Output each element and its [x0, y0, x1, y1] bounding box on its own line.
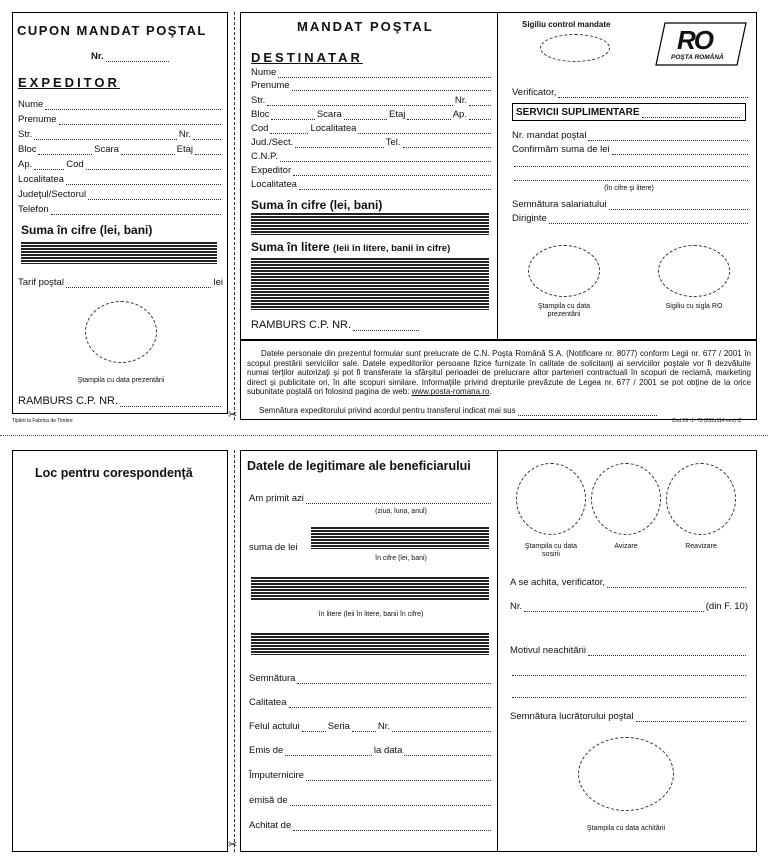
suma-lei-bars[interactable] [311, 527, 489, 549]
suma-litere-bars[interactable] [251, 577, 489, 601]
logo-letters: RO [677, 25, 712, 55]
correspondence-panel[interactable] [12, 450, 228, 852]
dest-str-field[interactable]: Str. Nr. [251, 95, 493, 106]
cifre-litere-note: (în cifre şi litere) [604, 185, 654, 192]
logo-text: POŞTA ROMÂNĂ [671, 54, 724, 61]
beneficiar-title: Datele de legitimare ale beneficiarului [247, 459, 471, 473]
litere-note: în litere (leii în litere, banii în cifre) [318, 611, 424, 618]
destinatar-heading: DESTINATAR [251, 50, 363, 65]
expeditor-nume-field[interactable]: Nume [18, 99, 223, 110]
ben-achitat-field[interactable]: Achitat de [249, 820, 493, 831]
mandat-ramburs-field[interactable]: RAMBURS C.P. NR. [251, 320, 421, 331]
achitarii-caption: Ştampila cu data achitării [586, 825, 666, 832]
reavizare-caption: Reavizare [685, 543, 717, 550]
motivul-line-2[interactable] [510, 667, 748, 676]
expeditor-ap-field[interactable]: Ap. Cod [18, 159, 223, 170]
semnatura-lucrator-field[interactable]: Semnătura lucrătorului poştal [510, 711, 748, 722]
coupon-stamp-circle [85, 301, 157, 363]
cifre-note: în cifre (lei, bani) [375, 555, 427, 562]
dest-prenume-field[interactable]: Prenume [251, 80, 493, 91]
control-stamp-caption: Ştampila cu data prezentării [537, 303, 591, 318]
mandat-suma-cifre-bars[interactable] [251, 213, 489, 235]
cut-line-top [234, 12, 235, 420]
correspondence-title: Loc pentru corespondenţă [35, 466, 193, 480]
coupon-suma-cifre-label: Suma în cifre (lei, bani) [21, 223, 153, 237]
dest-localitatea2-field[interactable]: Localitatea [251, 179, 493, 190]
am-primit-field[interactable]: Am primit azi [249, 493, 493, 504]
sigiliu-label: Sigiliu control mandate [522, 20, 611, 29]
expeditor-judetul-field[interactable]: Judeţul/Sectorul [18, 189, 223, 200]
servicii-suplimentare-box[interactable]: SERVICII SUPLIMENTARE [512, 103, 746, 121]
scissors-bottom-icon: ✂ [228, 839, 238, 851]
expeditor-str-field[interactable]: Str. Nr. [18, 129, 223, 140]
privacy-notice-text: Datele personale din prezentul formular sunt prelucrate de C.N. Poşta Română S.A. (Notificare nr. 8077) conform Legii nr. 677 / 2001 în scopul prestării serviciilor sale. Datele expeditorilor persoane fizice furnizate în calitate de solicitanţi ai serviciilor poştale vor fi dezvăluite numai terţilor autorizaţi şi pot fi transferate la sfârşitul perioadei de prelucrare altor parteneri contractuali în scopuri de reclamă, marketing direct şi publicitate ori, în alte scopuri similare. Informaţiile privind drepturile prevăzute de Legea nr. 677 / 2001 se pot obţine de la orice subunitate poştală ori folosind pagina de web: www.posta-romana.ro. [247, 349, 751, 397]
sosirii-stamp-circle [516, 463, 586, 535]
a-se-achita-field[interactable]: A se achita, verificator, [510, 577, 748, 588]
ben-semnatura-field[interactable]: Semnătura [249, 673, 493, 684]
sigiliu-circle [540, 34, 610, 62]
sosirii-caption: Ştampila cu data sosirii [524, 543, 578, 558]
ben-imputernicire-field[interactable]: Împuternicire [249, 770, 493, 781]
dest-nume-field[interactable]: Nume [251, 67, 493, 78]
avizare-stamp-circle [591, 463, 661, 535]
payment-panel [497, 450, 757, 852]
mandat-panel [240, 12, 498, 340]
dest-bloc-field[interactable]: Bloc Scara Etaj Ap. [251, 109, 493, 120]
coupon-title: CUPON MANDAT POŞTAL [17, 23, 207, 38]
posta-romana-link[interactable]: www.posta-romana.ro [411, 387, 490, 397]
confirmam-field[interactable]: Confirmăm suma de lei [512, 144, 750, 155]
beneficiar-panel [240, 450, 498, 852]
dest-cod-field[interactable]: Cod Localitatea [251, 123, 493, 134]
ben-emis-field[interactable]: Emis de la data [249, 745, 493, 756]
posta-romana-logo [655, 21, 747, 67]
mandat-title: MANDAT POŞTAL [297, 19, 434, 34]
verificator-field[interactable]: Verificator, [512, 87, 750, 98]
diriginte-field[interactable]: Diriginte [512, 213, 750, 224]
motivul-field[interactable]: Motivul neachitării [510, 645, 748, 656]
expeditor-heading: EXPEDITOR [18, 75, 120, 90]
suma-lei-label: suma de lei [249, 542, 298, 553]
mandat-suma-litere-label: Suma în litere (leii în litere, banii în cifre) [251, 240, 451, 254]
expeditor-bloc-field[interactable]: Bloc Scara Etaj [18, 144, 223, 155]
footer-right: Cod 29 -1- 75 (202x114 mm) t2 [672, 418, 742, 424]
nr-mandat-field[interactable]: Nr. mandat poştal [512, 130, 750, 141]
cut-line-bottom [234, 450, 235, 852]
expeditor-prenume-field[interactable]: Prenume [18, 114, 223, 125]
control-sigiliu-caption: Sigiliu cu sigla RO [665, 303, 723, 310]
coupon-tarif-field[interactable]: Tarif poştal lei [18, 277, 223, 288]
suma-litere-bars-2[interactable] [251, 633, 489, 655]
date-note: (ziua, luna, anul) [375, 508, 427, 515]
dest-expeditor-field[interactable]: Expeditor [251, 165, 493, 176]
mandat-suma-litere-bars[interactable] [251, 258, 489, 310]
footer-left: Tipărit la Fabrica de Timbre [12, 418, 73, 424]
dest-cnp-field[interactable]: C.N.P. [251, 151, 493, 162]
coupon-nr-field[interactable]: Nr. [91, 51, 171, 62]
coupon-suma-bars[interactable] [21, 242, 217, 264]
privacy-notice-panel [240, 340, 757, 420]
ben-calitatea-field[interactable]: Calitatea [249, 697, 493, 708]
confirmam-line-2[interactable] [512, 158, 750, 167]
fold-separator [0, 435, 768, 436]
control-panel [497, 12, 757, 340]
ben-felul-field[interactable]: Felul actului Seria Nr. [249, 721, 493, 732]
expeditor-signature-field[interactable]: Semnătura expeditorului privind acordul pentru transferul indicat mai sus [259, 405, 659, 416]
expeditor-telefon-field[interactable]: Telefon [18, 204, 223, 215]
coupon-panel [12, 12, 228, 414]
reavizare-stamp-circle [666, 463, 736, 535]
semnatura-salariat-field[interactable]: Semnătura salariatului [512, 199, 750, 210]
control-sigiliu-circle [658, 245, 730, 297]
avizare-caption: Avizare [614, 543, 638, 550]
confirmam-line-3[interactable] [512, 172, 750, 181]
scissors-icon: ✂ [228, 409, 238, 421]
ben-emisa-field[interactable]: emisă de [249, 795, 493, 806]
motivul-line-3[interactable] [510, 689, 748, 698]
nr-f10-field[interactable]: Nr. (din F. 10) [510, 601, 748, 612]
expeditor-localitatea-field[interactable]: Localitatea [18, 174, 223, 185]
mandat-suma-cifre-label: Suma în cifre (lei, bani) [251, 198, 383, 212]
control-stamp-circle [528, 245, 600, 297]
dest-jud-field[interactable]: Jud./Sect. Tel. [251, 137, 493, 148]
coupon-ramburs-field[interactable]: RAMBURS C.P. NR. [18, 396, 223, 407]
coupon-stamp-caption: Ştampila cu data prezentării [77, 377, 165, 384]
achitarii-stamp-circle [578, 737, 674, 811]
